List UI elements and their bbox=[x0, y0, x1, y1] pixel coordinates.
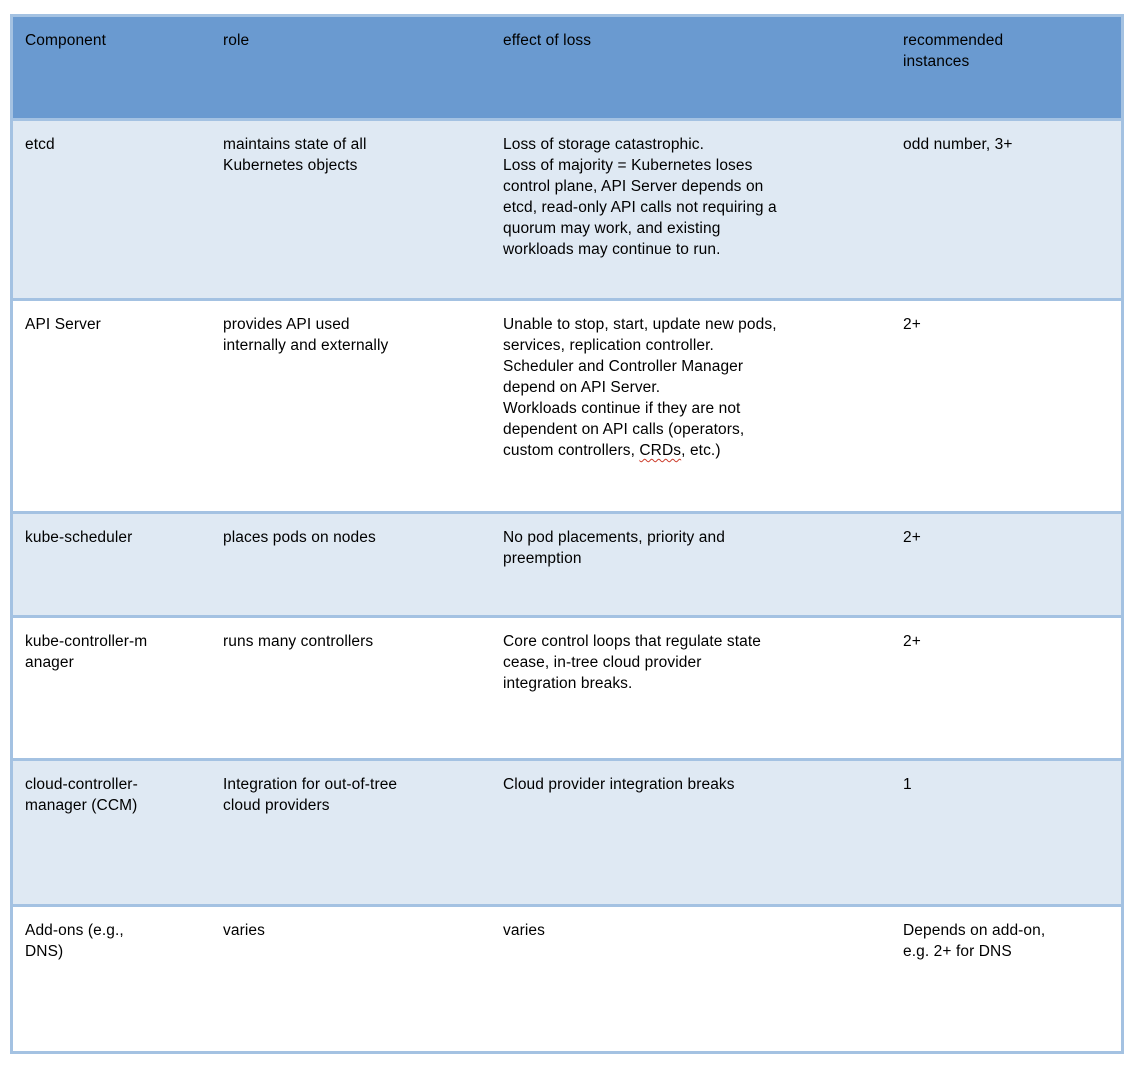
cell-line: etcd, read-only API calls not requiring a bbox=[503, 199, 777, 216]
header-cell-effect-of-loss[interactable] bbox=[491, 17, 891, 118]
header-cell-recommended-instances[interactable] bbox=[891, 17, 1121, 118]
misspelled-word: CRDs bbox=[639, 442, 682, 459]
table-row-cloud-controller-manager bbox=[13, 761, 1121, 907]
cell-line: Loss of majority = Kubernetes loses bbox=[503, 157, 753, 174]
cell-line: DNS) bbox=[25, 943, 64, 960]
cell-recommended-instances[interactable] bbox=[891, 121, 1121, 298]
cell-role[interactable] bbox=[211, 907, 491, 1051]
cell-line: instances bbox=[903, 53, 970, 70]
cell-line: manager (CCM) bbox=[25, 797, 138, 814]
cell-line: role bbox=[223, 32, 250, 49]
cell-line: Integration for out-of-tree bbox=[223, 776, 398, 793]
header-cell-component[interactable] bbox=[13, 17, 211, 118]
cell-role[interactable] bbox=[211, 514, 491, 615]
cell-line: Cloud provider integration breaks bbox=[503, 776, 735, 793]
cell-line: places pods on nodes bbox=[223, 529, 376, 546]
cell-line: quorum may work, and existing bbox=[503, 220, 721, 237]
cell-line: 2+ bbox=[903, 316, 921, 333]
cell-line: e.g. 2+ for DNS bbox=[903, 943, 1012, 960]
cell-recommended-instances[interactable] bbox=[891, 514, 1121, 615]
table-row-kube-scheduler bbox=[13, 514, 1121, 618]
cell-line: preemption bbox=[503, 550, 582, 567]
table-row-kube-controller-manager bbox=[13, 618, 1121, 761]
cell-line: API Server bbox=[25, 316, 101, 333]
cell-effect-of-loss[interactable] bbox=[491, 514, 891, 615]
cell-effect-of-loss[interactable] bbox=[491, 121, 891, 298]
cell-line: cloud-controller- bbox=[25, 776, 138, 793]
table-row-add-ons bbox=[13, 907, 1121, 1051]
cell-line: anager bbox=[25, 654, 74, 671]
cell-line: maintains state of all bbox=[223, 136, 367, 153]
table-header bbox=[13, 17, 1121, 121]
cell-line: custom controllers, CRDs, etc.) bbox=[503, 442, 721, 459]
cell-role[interactable] bbox=[211, 761, 491, 904]
cell-line: Core control loops that regulate state bbox=[503, 633, 761, 650]
cell-line: provides API used bbox=[223, 316, 350, 333]
cell-line: runs many controllers bbox=[223, 633, 374, 650]
table-header-row bbox=[13, 17, 1121, 121]
cell-line: internally and externally bbox=[223, 337, 389, 354]
cell-line: kube-controller-m bbox=[25, 633, 148, 650]
cell-component[interactable] bbox=[13, 121, 211, 298]
cell-line: Unable to stop, start, update new pods, bbox=[503, 316, 777, 333]
cell-line: effect of loss bbox=[503, 32, 592, 49]
cell-effect-of-loss[interactable] bbox=[491, 618, 891, 758]
cell-line: cloud providers bbox=[223, 797, 330, 814]
cell-line: 2+ bbox=[903, 633, 921, 650]
components-table bbox=[10, 14, 1124, 1054]
cell-component[interactable] bbox=[13, 761, 211, 904]
cell-line: Component bbox=[25, 32, 107, 49]
cell-line: kube-scheduler bbox=[25, 529, 133, 546]
cell-recommended-instances[interactable] bbox=[891, 761, 1121, 904]
cell-recommended-instances[interactable] bbox=[891, 618, 1121, 758]
cell-line: control plane, API Server depends on bbox=[503, 178, 764, 195]
cell-line: Workloads continue if they are not bbox=[503, 400, 741, 417]
cell-line: Scheduler and Controller Manager bbox=[503, 358, 744, 375]
cell-line: Add-ons (e.g., bbox=[25, 922, 124, 939]
cell-component[interactable] bbox=[13, 907, 211, 1051]
cell-component[interactable] bbox=[13, 618, 211, 758]
cell-line: recommended bbox=[903, 32, 1004, 49]
cell-role[interactable] bbox=[211, 301, 491, 511]
cell-line: 1 bbox=[903, 776, 912, 793]
cell-line: Kubernetes objects bbox=[223, 157, 358, 174]
cell-role[interactable] bbox=[211, 618, 491, 758]
cell-line: depend on API Server. bbox=[503, 379, 661, 396]
table-row-api-server bbox=[13, 301, 1121, 514]
header-cell-role[interactable] bbox=[211, 17, 491, 118]
cell-effect-of-loss[interactable] bbox=[491, 761, 891, 904]
table-row-etcd bbox=[13, 121, 1121, 301]
cell-line: services, replication controller. bbox=[503, 337, 714, 354]
cell-effect-of-loss[interactable] bbox=[491, 907, 891, 1051]
cell-line: dependent on API calls (operators, bbox=[503, 421, 745, 438]
cell-recommended-instances[interactable] bbox=[891, 907, 1121, 1051]
cell-line: etcd bbox=[25, 136, 55, 153]
cell-role[interactable] bbox=[211, 121, 491, 298]
cell-component[interactable] bbox=[13, 514, 211, 615]
cell-line: varies bbox=[223, 922, 265, 939]
cell-line: varies bbox=[503, 922, 545, 939]
cell-line: cease, in-tree cloud provider bbox=[503, 654, 702, 671]
cell-line: odd number, 3+ bbox=[903, 136, 1013, 153]
cell-line: Loss of storage catastrophic. bbox=[503, 136, 705, 153]
cell-line: Depends on add-on, bbox=[903, 922, 1046, 939]
cell-recommended-instances[interactable] bbox=[891, 301, 1121, 511]
cell-line: 2+ bbox=[903, 529, 921, 546]
cell-line: integration breaks. bbox=[503, 675, 633, 692]
cell-line: No pod placements, priority and bbox=[503, 529, 725, 546]
table-body bbox=[13, 121, 1121, 1051]
cell-component[interactable] bbox=[13, 301, 211, 511]
cell-line: workloads may continue to run. bbox=[503, 241, 721, 258]
cell-effect-of-loss[interactable] bbox=[491, 301, 891, 511]
